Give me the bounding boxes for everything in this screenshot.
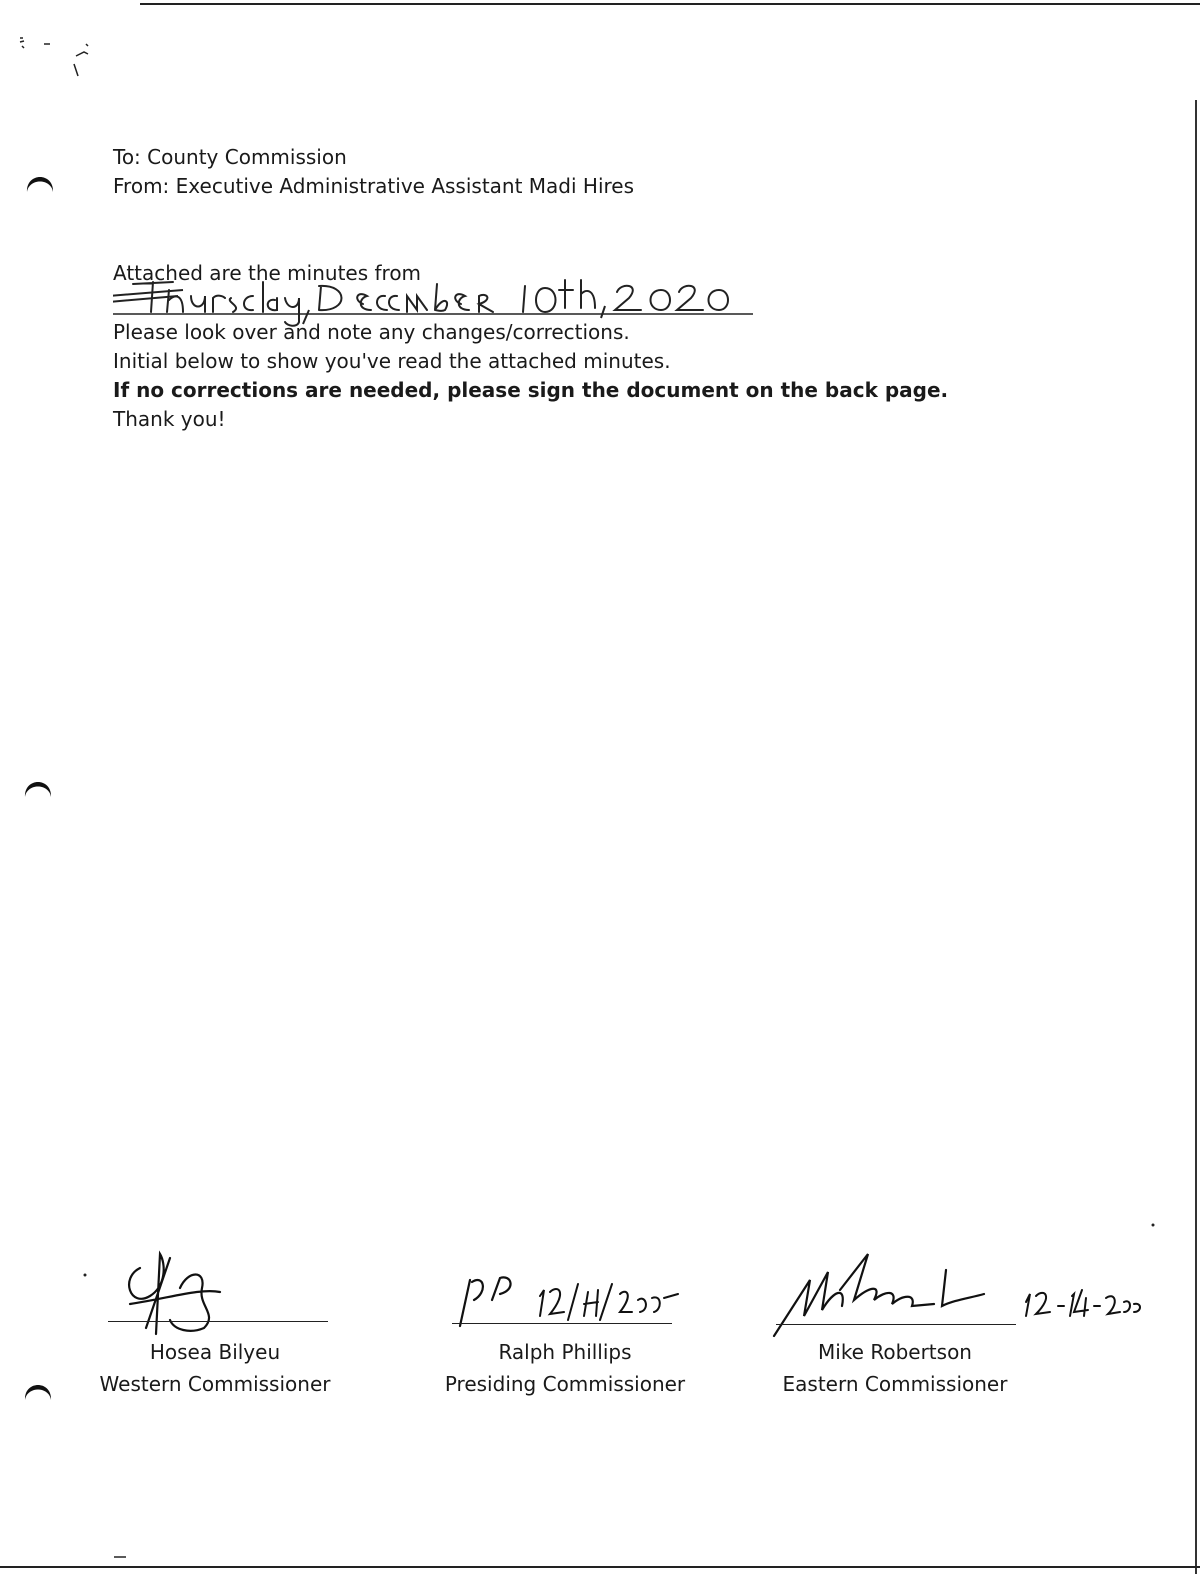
signatory-title: Eastern Commissioner — [782, 1372, 1008, 1396]
page-border-right — [1195, 100, 1197, 1574]
signatory-name: Ralph Phillips — [498, 1340, 632, 1364]
signatory-presiding — [420, 1336, 710, 1400]
scan-speck — [14, 32, 104, 82]
signature-mike-robertson — [770, 1250, 1150, 1340]
memo-to-line — [113, 143, 634, 172]
attached-text: Attached are the minutes from — [113, 261, 422, 285]
memo-from-line — [113, 172, 634, 201]
handwritten-date — [113, 270, 753, 330]
punch-hole — [24, 162, 56, 196]
signature-line-presiding — [452, 1323, 672, 1324]
scan-speck — [80, 1270, 90, 1280]
memo-header — [113, 143, 634, 201]
initial-line: Initial below to show you've read the attached minutes. — [113, 349, 671, 373]
page-border-bottom — [0, 1566, 1200, 1568]
page-border-top — [140, 3, 1200, 5]
signature-line-western — [108, 1321, 328, 1322]
signatory-western — [70, 1336, 360, 1400]
signatory-name: Hosea Bilyeu — [149, 1340, 281, 1364]
review-line: Please look over and note any changes/corrections. — [113, 320, 630, 344]
scan-speck — [1148, 1220, 1158, 1230]
signature-ralph-phillips — [450, 1270, 690, 1330]
thanks-line: Thank you! — [113, 407, 226, 431]
from-value: Executive Administrative Assistant Madi Hires — [175, 174, 635, 198]
to-label: To: — [113, 145, 141, 169]
sign-instruction-line: If no corrections are needed, please sign the document on the back page. — [113, 378, 949, 402]
signatory-title: Presiding Commissioner — [444, 1372, 686, 1396]
signature-hosea-bilyeu — [110, 1248, 250, 1338]
signature-line-eastern — [776, 1324, 1016, 1325]
punch-hole — [22, 1370, 54, 1404]
signatory-name: Mike Robertson — [818, 1340, 972, 1364]
signatory-title: Western Commissioner — [99, 1372, 331, 1396]
from-label: From: — [113, 174, 170, 198]
punch-hole — [22, 767, 54, 801]
scan-speck — [112, 1552, 132, 1562]
signatory-eastern — [750, 1336, 1040, 1400]
to-value: County Commission — [147, 145, 347, 169]
